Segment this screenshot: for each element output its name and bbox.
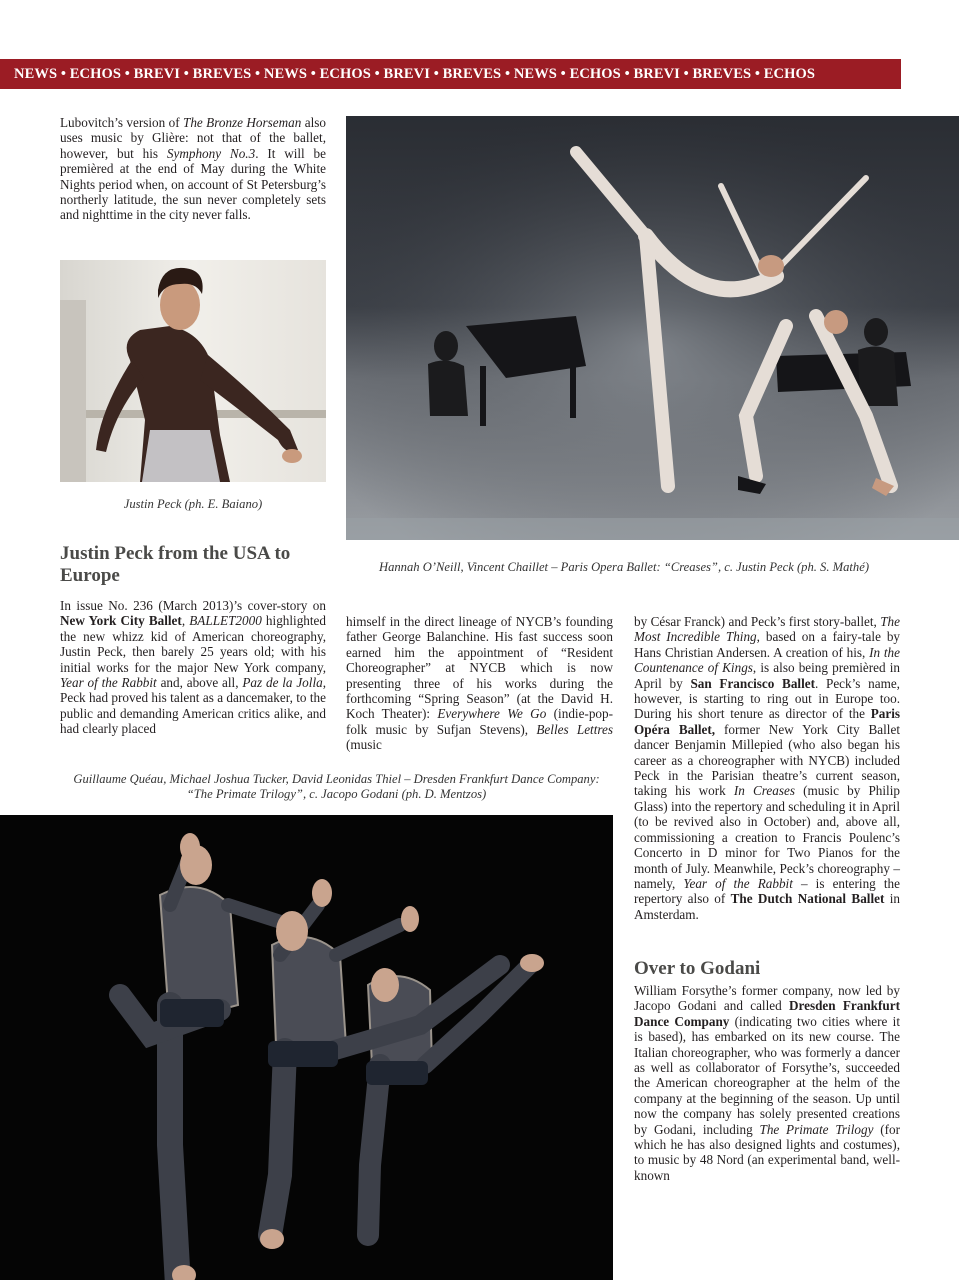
peck-column-3: by César Franck) and Peck’s first story-ballet, The Most Incredible Thing, based on a fairy-tale by Hans Christian Andersen. A creation of his, In the Countenance of Kings, is also being premièred in April by San Francisco Ballet. Peck’s name, however, is starting to ring out in Europe too. During his short tenure as director of the Paris Opéra Ballet, former New York City Ballet dancer Benjamin Millepied (who also began his career as a choreographer with NYCB) included Peck in the Parisian theatre’s current season, taking his work In Creases (music by Philip Glass) into the repertory and scheduling it in April (to be revived also in October) and, above all, commissioning a creation to Francis Poulenc’s Concerto in D minor for Two Pianos for the month of July. Meanwhile, Peck’s choreography – namely, Year of the Rabbit – is entering the repertory also of The Dutch National Ballet in Amsterdam. xyxy=(634,614,901,922)
creases-photo xyxy=(346,116,959,540)
section-heading-godani: Over to Godani xyxy=(634,958,761,979)
peck-caption: Justin Peck (ph. E. Baiano) xyxy=(123,497,263,511)
section-heading-peck: Justin Peck from the USA to Europe xyxy=(60,543,291,586)
peck-column-1: In issue No. 236 (March 2013)’s cover-story on New York City Ballet, BALLET2000 highlighted the new whizz kid of American choreography, Justin Peck, then barely 25 years old; with his initial works for the major New York company, Year of the Rabbit and, above all, Paz de la Jolla, Peck had proved his talent as a dancemaker, to the public and demanding American critics alike, and had clearly placed xyxy=(60,598,327,737)
primate-trilogy-photo xyxy=(0,815,613,1280)
peck-column-2: himself in the direct lineage of NYCB’s founding father George Balanchine. His fast success soon earned him the appointment of “Resident Choreographer” at NYCB which is now presenting three of his works during the forthcoming “Spring Season” (at the David H. Koch Theater): Everywhere We Go (indie-pop-folk music by Sufjan Stevens), Belles Lettres (music xyxy=(346,614,613,753)
godani-paragraph: William Forsythe’s former company, now led by Jacopo Godani and called Dresden Frankfurt Dance Company (indicating two cities where it is based), has embarked on its new course. The Italian choreographer, who was formerly a dancer as well as collaborator of Forsythe’s, succeeded the American choreographer at the helm of the company at the beginning of the season. Up until now the company has solely presented creations by Godani, including The Primate Trilogy (for which he has also designed lights and costumes), to music by 48 Nord (an experimental band, well-known xyxy=(634,983,900,1183)
justin-peck-photo xyxy=(60,260,326,482)
primate-caption: Guillaume Quéau, Michael Joshua Tucker, David Leonidas Thiel – Dresden Frankfurt Dance Company: “The Primate Trilogy”, c. Jacopo Godani (ph. D. Mentzos) xyxy=(73,772,600,801)
intro-paragraph: Lubovitch’s version of The Bronze Horseman also uses music by Glière: not that of the ballet, however, but his Symphony No.3. It will be premièred at the end of May during the White Nights period when, on account of St Petersburg’s northerly latitude, the sun never completely sets and nighttime in the city never falls. xyxy=(60,115,326,223)
creases-caption: Hannah O’Neill, Vincent Chaillet – Paris Opera Ballet: “Creases”, c. Justin Peck (ph. S. Mathé) xyxy=(378,560,870,574)
news-banner: NEWS • ECHOS • BREVI • BREVES • NEWS • ECHOS • BREVI • BREVES • NEWS • ECHOS • BREVI • BREVES • ECHOS xyxy=(0,59,901,89)
